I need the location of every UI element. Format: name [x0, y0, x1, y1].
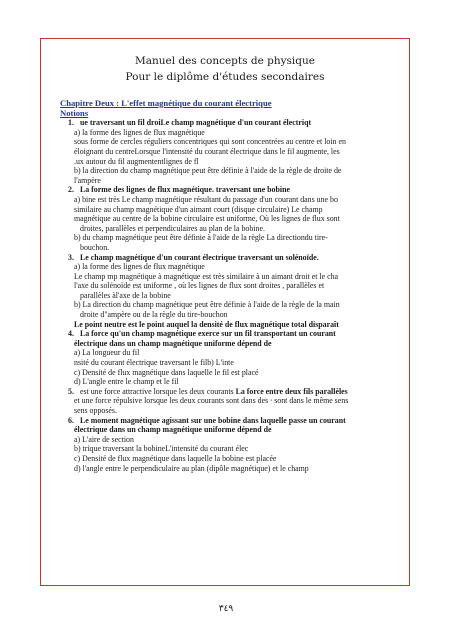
notions-heading: Notions: [60, 107, 89, 118]
item-2-line: a) bine est très Le champ magnétique résultant du passage d'un courant dans une bo: [74, 194, 338, 204]
item-2-line: similaire au champ magnétique d'un aimant court (disque circulaire) Le champ: [74, 204, 323, 214]
item-6-title: 6. Le moment magnétique agissant sur une bobine dans laquelle passe un courant: [68, 415, 346, 425]
item-6-line: b) trique traversant la bobineL'intensité du courant élec: [74, 444, 249, 454]
item-3-line: a) la forme des lignes de flux magnétique: [74, 262, 205, 272]
item-2-line: bouchon.: [80, 242, 110, 252]
item-4-title: 4. La force qu'un champ magnétique exerce sur un fil transportant un courant: [68, 329, 336, 339]
item-2-line: magnétique au centre de la bobine circulaire est uniforme, Où les lignes de flux sont: [74, 214, 340, 224]
item-3-line: Le champ mp magnétique à magnétique est très similaire à un aimant droit et le cha: [74, 271, 339, 281]
item-4-line: d) L'angle entre le champ et le fil: [74, 377, 179, 387]
item-3-neutral-point: Le point neutre est le point auquel la densité de flux magnétique total disparaît: [74, 319, 339, 329]
item-2-line: b) du champ magnétique peut être définie à l'aide de la règle La directiondu tire-: [74, 233, 328, 243]
item-4-line: c) Densité de flux magnétique dans laquelle le fil est placé: [74, 367, 259, 377]
item-4-line: nsité du courant électrique traversant le filb) L'inte: [74, 358, 234, 368]
item-2-title: 2. La forme des lignes de flux magnétique. traversant une bobine: [68, 185, 290, 195]
item-1-line: .ux autour du fil augmententlignes de fl: [74, 156, 199, 166]
item-4-line: a) La longueur du fil: [74, 348, 140, 358]
item-6-line: c) Densité de flux magnétique dans laquelle la bobine est placée: [74, 453, 277, 463]
item-1-line: éloignant du centreLorsque l'intensité du courant électrique dans le fil augmente, les: [74, 146, 340, 156]
item-1-line: b) la direction du champ magnétique peut être définie à l'aide de la règle de droite de: [74, 166, 342, 176]
item-6-line: a) L'aire de section: [74, 434, 134, 444]
header: [41, 53, 409, 85]
item-1-line: a) la forme des lignes de flux magnétique: [74, 127, 205, 137]
item-3-line: b) La direction du champ magnétique peut être définie à l'aide de la règle de la main: [74, 300, 340, 310]
item-4-title-cont: électrique dans un champ magnétique uniforme dépend de: [74, 338, 272, 348]
item-6-title-cont: électrique dans un champ magnétique uniforme dépend de: [74, 425, 272, 435]
item-3-line: l'axe du solénoïde est uniforme , où les lignes de flux sont droites , parallèles et: [74, 281, 325, 291]
item-6-line: d) l'angle entre le perpendiculaire au plan (dipôle magnétique) et le champ: [74, 463, 309, 473]
item-3-title: 3. Le champ magnétique d'un courant électrique traversant un solénoïde.: [68, 252, 319, 262]
item-5-line: sens opposés.: [74, 406, 117, 415]
item-5-line: et une force répulsive lorsque les deux courants sont dans des ⸱ sont dans le même sens: [74, 396, 349, 406]
document-body: [60, 99, 400, 473]
item-1-title: 1. ue traversant un fil droiLe champ magnétique d'un courant électriqt: [68, 118, 312, 128]
item-1-line: l'ampère: [74, 175, 101, 185]
header-title-line2: Pour le diplôme d'études secondaires: [125, 71, 325, 83]
item-3-line: droite d"ampère ou de la règle du tire-bouchon: [80, 310, 228, 320]
item-5-title: 5. est une force attractive lorsque les deux courants La force entre deux fils parallèles: [68, 386, 348, 396]
item-2-line: droites, parallèles et perpendiculaires au plan de la bobine.: [80, 223, 265, 233]
header-title-line1: Manuel des concepts de physique: [135, 55, 315, 67]
chapter-title: Chapitre Deux : L'effet magnétique du courant électrique: [60, 98, 272, 108]
item-1-line: sous forme de cercles réguliers concentriques qui sont concentrées au centre et loin en: [74, 137, 346, 147]
page-number: ٣٤٩: [218, 604, 234, 614]
item-3-line: parallèles àl'axe de la bobine: [80, 290, 171, 300]
